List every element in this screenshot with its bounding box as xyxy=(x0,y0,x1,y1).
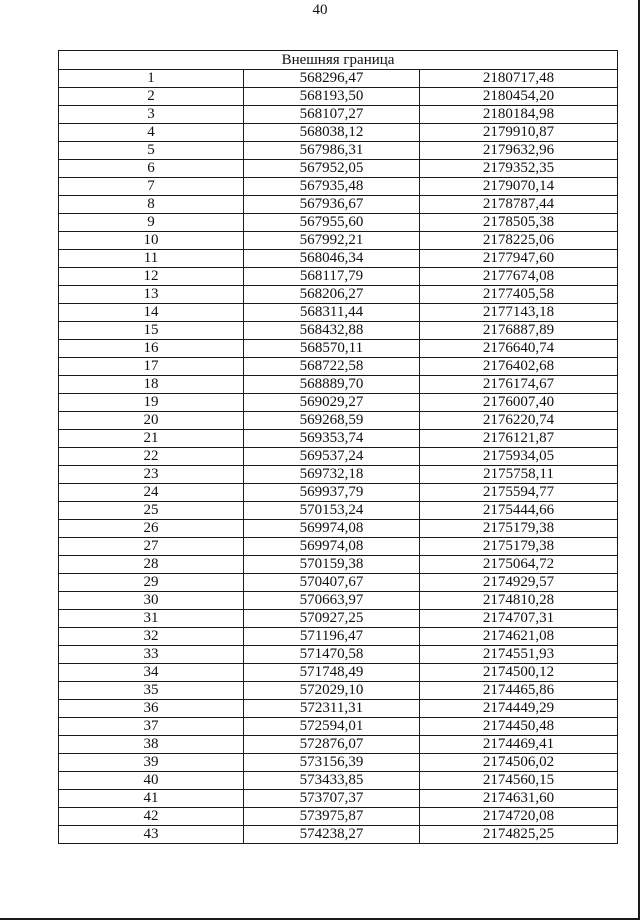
table-row xyxy=(59,124,618,142)
point-number-cell: 22 xyxy=(59,448,244,466)
y-coordinate-cell: 2174929,57 xyxy=(420,574,618,592)
x-coordinate-cell: 568432,88 xyxy=(244,322,420,340)
table-row xyxy=(59,358,618,376)
table-row xyxy=(59,502,618,520)
y-coordinate-cell: 2177674,08 xyxy=(420,268,618,286)
x-coordinate-cell: 568107,27 xyxy=(244,106,420,124)
table-row xyxy=(59,574,618,592)
point-number-cell: 23 xyxy=(59,466,244,484)
y-coordinate-cell: 2177143,18 xyxy=(420,304,618,322)
y-coordinate-cell: 2179352,35 xyxy=(420,160,618,178)
x-coordinate-cell: 570159,38 xyxy=(244,556,420,574)
table-row xyxy=(59,628,618,646)
y-coordinate-cell: 2178787,44 xyxy=(420,196,618,214)
point-number-cell: 3 xyxy=(59,106,244,124)
y-coordinate-cell: 2175758,11 xyxy=(420,466,618,484)
table-row xyxy=(59,250,618,268)
x-coordinate-cell: 567936,67 xyxy=(244,196,420,214)
point-number-cell: 25 xyxy=(59,502,244,520)
y-coordinate-cell: 2178505,38 xyxy=(420,214,618,232)
x-coordinate-cell: 569732,18 xyxy=(244,466,420,484)
x-coordinate-cell: 570663,97 xyxy=(244,592,420,610)
point-number-cell: 20 xyxy=(59,412,244,430)
x-coordinate-cell: 569268,59 xyxy=(244,412,420,430)
page-number: 40 xyxy=(312,2,328,18)
y-coordinate-cell: 2174465,86 xyxy=(420,682,618,700)
point-number-cell: 41 xyxy=(59,790,244,808)
table-row xyxy=(59,808,618,826)
x-coordinate-cell: 573975,87 xyxy=(244,808,420,826)
y-coordinate-cell: 2175594,77 xyxy=(420,484,618,502)
x-coordinate-cell: 569537,24 xyxy=(244,448,420,466)
x-coordinate-cell: 570407,67 xyxy=(244,574,420,592)
y-coordinate-cell: 2174500,12 xyxy=(420,664,618,682)
y-coordinate-cell: 2177405,58 xyxy=(420,286,618,304)
x-coordinate-cell: 572311,31 xyxy=(244,700,420,718)
table-row xyxy=(59,790,618,808)
y-coordinate-cell: 2179910,87 xyxy=(420,124,618,142)
table-row xyxy=(59,826,618,844)
table-row xyxy=(59,322,618,340)
x-coordinate-cell: 574238,27 xyxy=(244,826,420,844)
x-coordinate-cell: 567986,31 xyxy=(244,142,420,160)
x-coordinate-cell: 573707,37 xyxy=(244,790,420,808)
point-number-cell: 19 xyxy=(59,394,244,412)
x-coordinate-cell: 568311,44 xyxy=(244,304,420,322)
table-row xyxy=(59,142,618,160)
point-number-cell: 30 xyxy=(59,592,244,610)
table-row xyxy=(59,178,618,196)
table-row xyxy=(59,646,618,664)
point-number-cell: 36 xyxy=(59,700,244,718)
y-coordinate-cell: 2175444,66 xyxy=(420,502,618,520)
table-row xyxy=(59,70,618,88)
y-coordinate-cell: 2175179,38 xyxy=(420,538,618,556)
x-coordinate-cell: 572029,10 xyxy=(244,682,420,700)
table-row xyxy=(59,286,618,304)
point-number-cell: 38 xyxy=(59,736,244,754)
point-number-cell: 7 xyxy=(59,178,244,196)
y-coordinate-cell: 2176220,74 xyxy=(420,412,618,430)
x-coordinate-cell: 569937,79 xyxy=(244,484,420,502)
x-coordinate-cell: 568193,50 xyxy=(244,88,420,106)
table-row xyxy=(59,718,618,736)
y-coordinate-cell: 2174631,60 xyxy=(420,790,618,808)
x-coordinate-cell: 568038,12 xyxy=(244,124,420,142)
point-number-cell: 29 xyxy=(59,574,244,592)
point-number-cell: 8 xyxy=(59,196,244,214)
point-number-cell: 24 xyxy=(59,484,244,502)
y-coordinate-cell: 2174621,08 xyxy=(420,628,618,646)
table-row xyxy=(59,610,618,628)
y-coordinate-cell: 2174449,29 xyxy=(420,700,618,718)
y-coordinate-cell: 2174551,93 xyxy=(420,646,618,664)
point-number-cell: 17 xyxy=(59,358,244,376)
x-coordinate-cell: 568722,58 xyxy=(244,358,420,376)
x-coordinate-cell: 570153,24 xyxy=(244,502,420,520)
table-row xyxy=(59,430,618,448)
y-coordinate-cell: 2174469,41 xyxy=(420,736,618,754)
point-number-cell: 42 xyxy=(59,808,244,826)
point-number-cell: 40 xyxy=(59,772,244,790)
point-number-cell: 35 xyxy=(59,682,244,700)
table-row xyxy=(59,664,618,682)
y-coordinate-cell: 2175934,05 xyxy=(420,448,618,466)
point-number-cell: 15 xyxy=(59,322,244,340)
y-coordinate-cell: 2180717,48 xyxy=(420,70,618,88)
table-row xyxy=(59,412,618,430)
table-row xyxy=(59,484,618,502)
x-coordinate-cell: 567992,21 xyxy=(244,232,420,250)
x-coordinate-cell: 569974,08 xyxy=(244,538,420,556)
y-coordinate-cell: 2178225,06 xyxy=(420,232,618,250)
point-number-cell: 33 xyxy=(59,646,244,664)
table-caption: Внешняя граница xyxy=(59,51,618,70)
y-coordinate-cell: 2176887,89 xyxy=(420,322,618,340)
y-coordinate-cell: 2174560,15 xyxy=(420,772,618,790)
point-number-cell: 13 xyxy=(59,286,244,304)
table-row xyxy=(59,592,618,610)
point-number-cell: 4 xyxy=(59,124,244,142)
y-coordinate-cell: 2174450,48 xyxy=(420,718,618,736)
y-coordinate-cell: 2176402,68 xyxy=(420,358,618,376)
table-row xyxy=(59,556,618,574)
table-row xyxy=(59,106,618,124)
point-number-cell: 12 xyxy=(59,268,244,286)
table-row xyxy=(59,160,618,178)
point-number-cell: 11 xyxy=(59,250,244,268)
table-caption-row xyxy=(59,51,618,70)
point-number-cell: 26 xyxy=(59,520,244,538)
y-coordinate-cell: 2176007,40 xyxy=(420,394,618,412)
x-coordinate-cell: 568117,79 xyxy=(244,268,420,286)
y-coordinate-cell: 2174707,31 xyxy=(420,610,618,628)
y-coordinate-cell: 2179632,96 xyxy=(420,142,618,160)
x-coordinate-cell: 569029,27 xyxy=(244,394,420,412)
point-number-cell: 14 xyxy=(59,304,244,322)
y-coordinate-cell: 2180184,98 xyxy=(420,106,618,124)
table-body xyxy=(59,70,618,844)
x-coordinate-cell: 567935,48 xyxy=(244,178,420,196)
point-number-cell: 28 xyxy=(59,556,244,574)
table-row xyxy=(59,754,618,772)
point-number-cell: 21 xyxy=(59,430,244,448)
x-coordinate-cell: 568046,34 xyxy=(244,250,420,268)
x-coordinate-cell: 568570,11 xyxy=(244,340,420,358)
x-coordinate-cell: 568296,47 xyxy=(244,70,420,88)
table-row xyxy=(59,700,618,718)
x-coordinate-cell: 568889,70 xyxy=(244,376,420,394)
point-number-cell: 27 xyxy=(59,538,244,556)
x-coordinate-cell: 570927,25 xyxy=(244,610,420,628)
y-coordinate-cell: 2176640,74 xyxy=(420,340,618,358)
x-coordinate-cell: 571196,47 xyxy=(244,628,420,646)
point-number-cell: 43 xyxy=(59,826,244,844)
table-row xyxy=(59,376,618,394)
point-number-cell: 1 xyxy=(59,70,244,88)
y-coordinate-cell: 2174825,25 xyxy=(420,826,618,844)
x-coordinate-cell: 569974,08 xyxy=(244,520,420,538)
x-coordinate-cell: 573156,39 xyxy=(244,754,420,772)
y-coordinate-cell: 2177947,60 xyxy=(420,250,618,268)
x-coordinate-cell: 572594,01 xyxy=(244,718,420,736)
x-coordinate-cell: 573433,85 xyxy=(244,772,420,790)
point-number-cell: 39 xyxy=(59,754,244,772)
point-number-cell: 2 xyxy=(59,88,244,106)
point-number-cell: 16 xyxy=(59,340,244,358)
table-row xyxy=(59,538,618,556)
table-row xyxy=(59,340,618,358)
table-row xyxy=(59,232,618,250)
x-coordinate-cell: 567952,05 xyxy=(244,160,420,178)
table-row xyxy=(59,682,618,700)
y-coordinate-cell: 2174810,28 xyxy=(420,592,618,610)
point-number-cell: 37 xyxy=(59,718,244,736)
point-number-cell: 10 xyxy=(59,232,244,250)
table-row xyxy=(59,466,618,484)
x-coordinate-cell: 571470,58 xyxy=(244,646,420,664)
y-coordinate-cell: 2174506,02 xyxy=(420,754,618,772)
y-coordinate-cell: 2176121,87 xyxy=(420,430,618,448)
table-row xyxy=(59,772,618,790)
point-number-cell: 9 xyxy=(59,214,244,232)
table-row xyxy=(59,736,618,754)
x-coordinate-cell: 567955,60 xyxy=(244,214,420,232)
table-row xyxy=(59,394,618,412)
point-number-cell: 6 xyxy=(59,160,244,178)
table-row xyxy=(59,88,618,106)
x-coordinate-cell: 568206,27 xyxy=(244,286,420,304)
table-row xyxy=(59,268,618,286)
point-number-cell: 18 xyxy=(59,376,244,394)
x-coordinate-cell: 572876,07 xyxy=(244,736,420,754)
point-number-cell: 5 xyxy=(59,142,244,160)
table-row xyxy=(59,196,618,214)
y-coordinate-cell: 2176174,67 xyxy=(420,376,618,394)
table-row xyxy=(59,448,618,466)
table-row xyxy=(59,304,618,322)
point-number-cell: 31 xyxy=(59,610,244,628)
point-number-cell: 32 xyxy=(59,628,244,646)
y-coordinate-cell: 2179070,14 xyxy=(420,178,618,196)
x-coordinate-cell: 571748,49 xyxy=(244,664,420,682)
y-coordinate-cell: 2175179,38 xyxy=(420,520,618,538)
table-row xyxy=(59,520,618,538)
table-row xyxy=(59,214,618,232)
x-coordinate-cell: 569353,74 xyxy=(244,430,420,448)
y-coordinate-cell: 2174720,08 xyxy=(420,808,618,826)
y-coordinate-cell: 2180454,20 xyxy=(420,88,618,106)
point-number-cell: 34 xyxy=(59,664,244,682)
coordinates-table xyxy=(58,50,618,844)
y-coordinate-cell: 2175064,72 xyxy=(420,556,618,574)
